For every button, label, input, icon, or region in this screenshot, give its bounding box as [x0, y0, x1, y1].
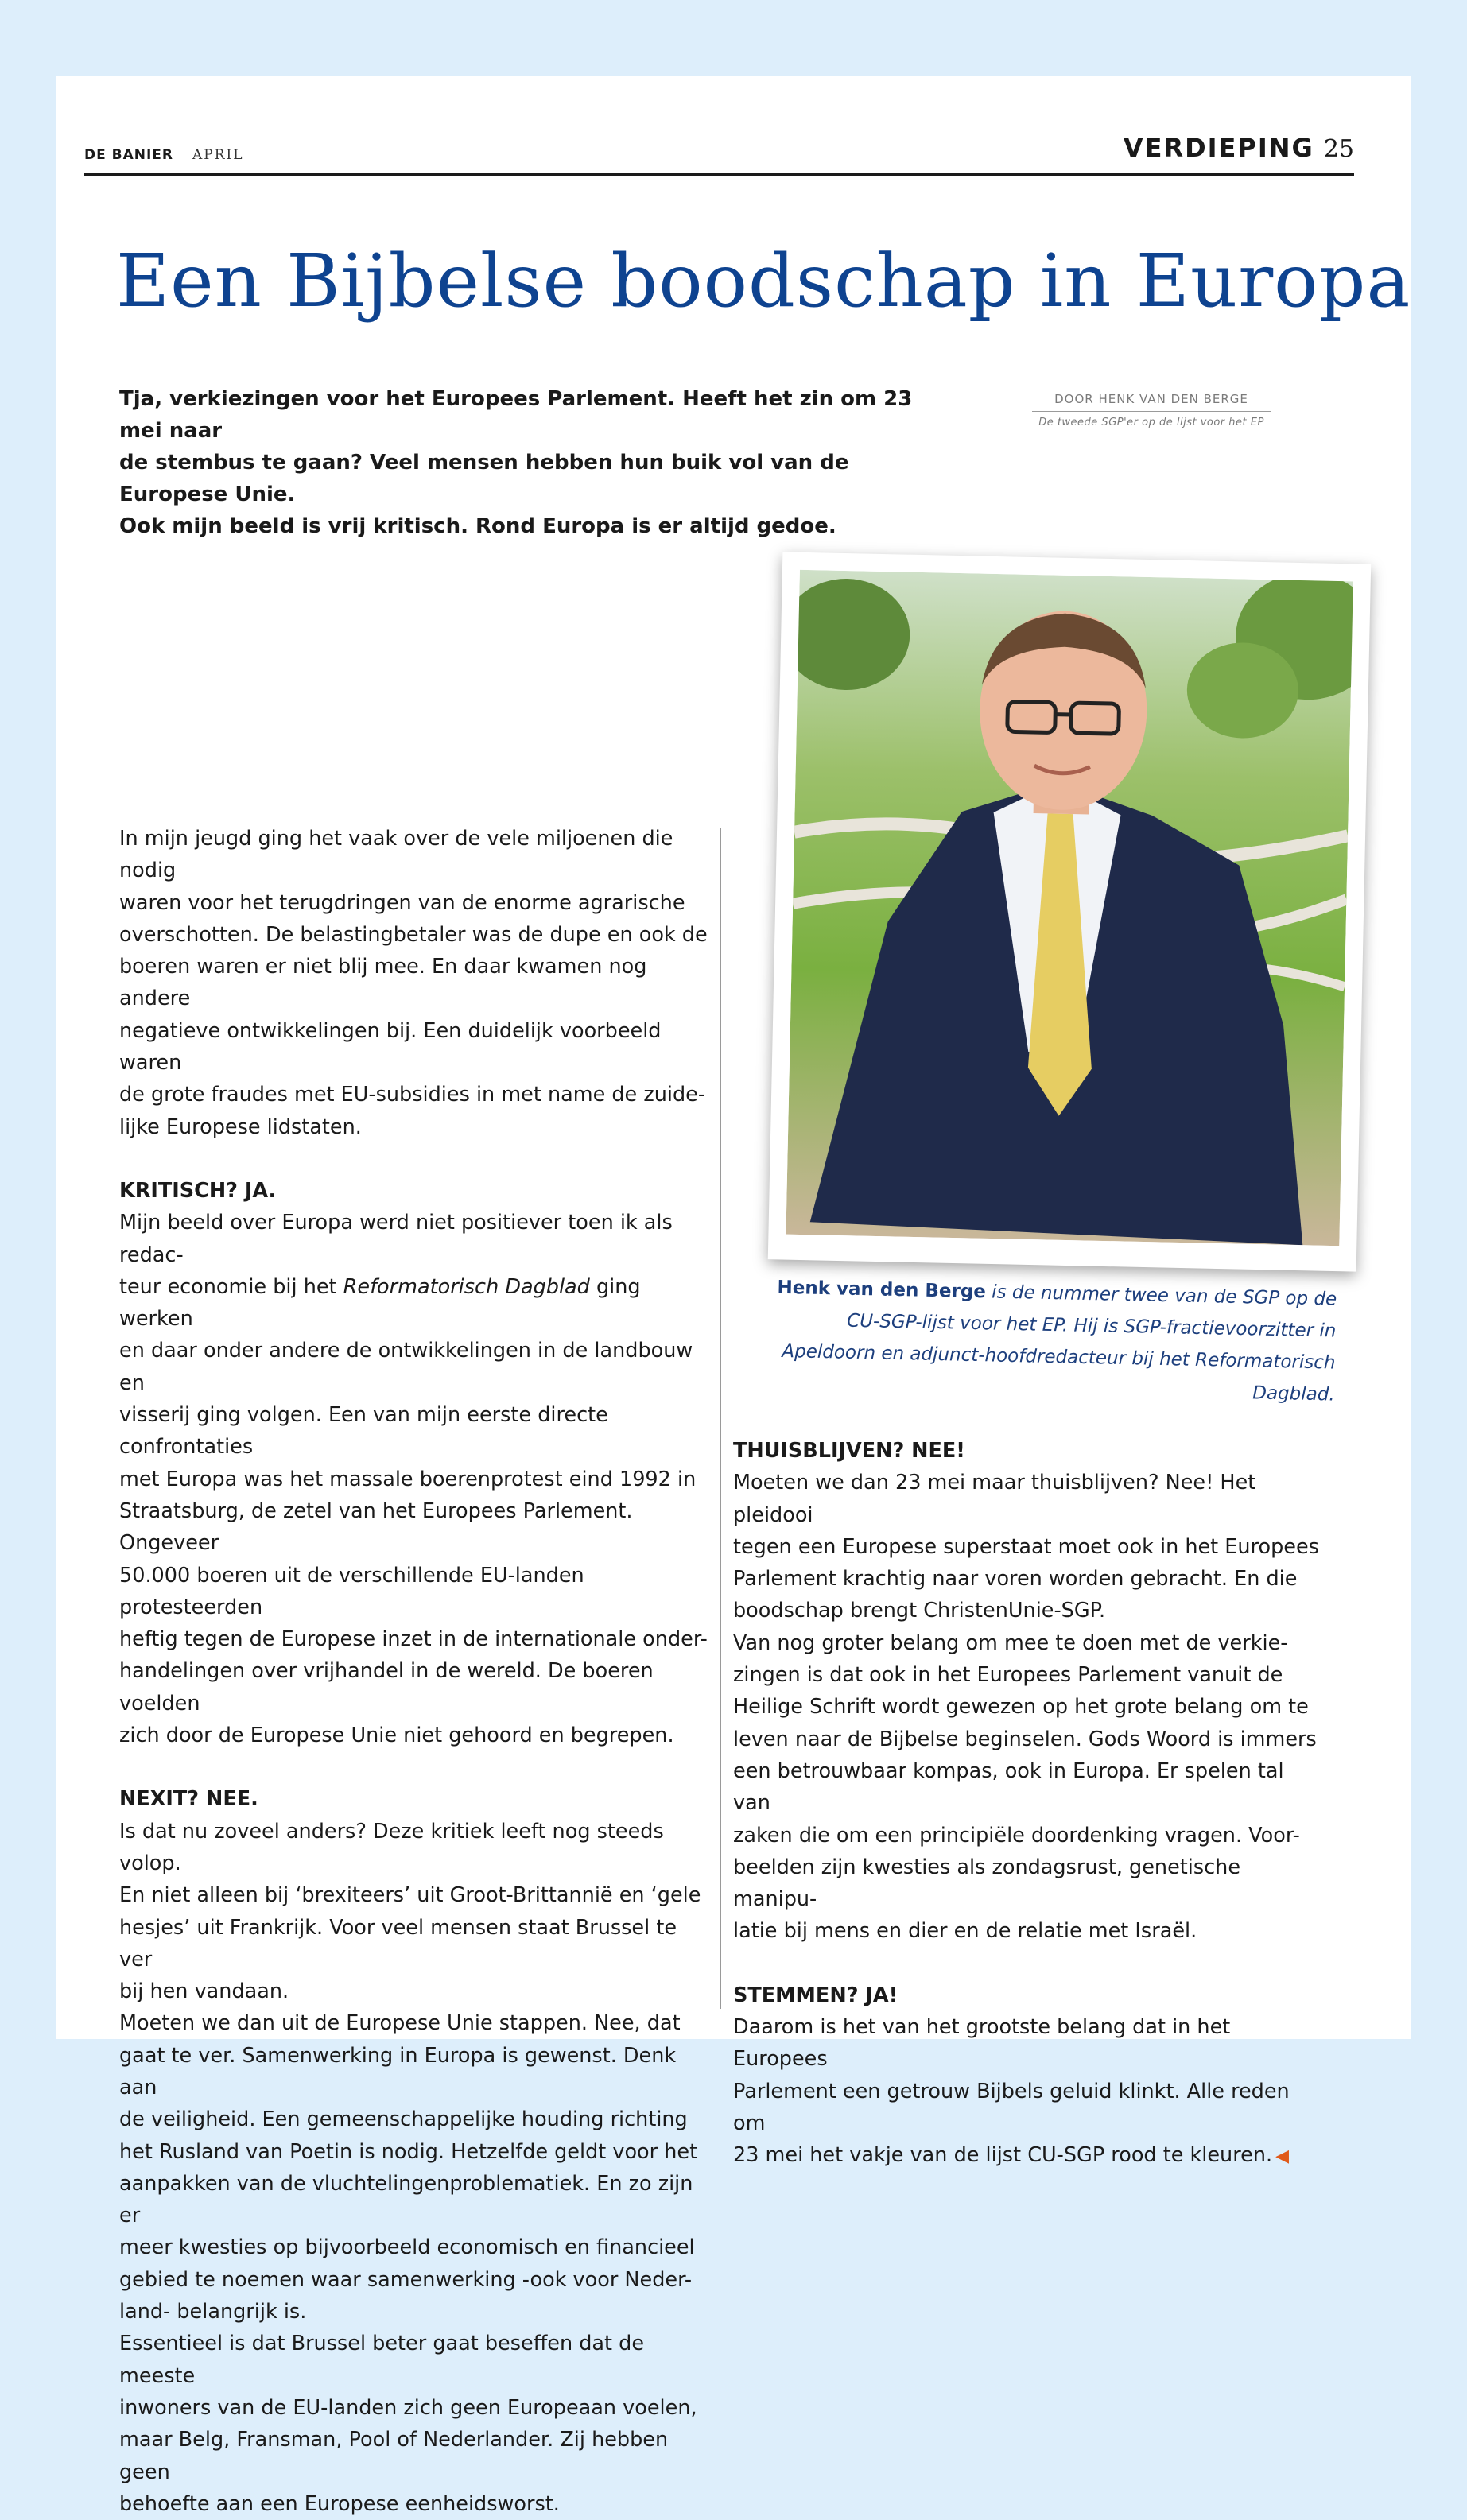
running-header-left [84, 147, 244, 163]
intro-line: Tja, verkiezingen voor het Europees Parlement. Heeft het zin om 23 mei naar [119, 387, 912, 443]
portrait-photo-image [786, 570, 1353, 1246]
intro-line: de stembus te gaan? Veel mensen hebben hun buik vol van de Europese Unie. [119, 451, 848, 506]
header-rule [84, 173, 1354, 176]
byline-author: DOOR HENK VAN DEN BERGE [1032, 392, 1271, 412]
section-name: VERDIEPING [1124, 133, 1314, 163]
end-mark-icon: ◀ [1275, 2146, 1289, 2166]
caption-name: Henk van den Berge [777, 1277, 986, 1302]
page-number: 25 [1324, 135, 1354, 163]
article-title: Een Bijbelse boodschap in Europa [116, 238, 1411, 324]
article-intro [119, 383, 962, 542]
column-divider [720, 828, 721, 2009]
subheading-stemmen: STEMMEN? JA! [733, 1979, 1321, 2011]
paragraph: Moeten we dan 23 mei maar thuisblijven? Nee! Het pleidooi tegen een Europese superstaat moet ook in het Europees Parlement krachtig naar voren worden gebracht. En die boodschap brengt ChristenUnie-SGP. Van nog groter belang om mee te doen met de verkie- zingen is dat ook in het Europees Parlement vanuit de Heilige Schrift wordt gewezen op het grote belang om te leven naar de Bijbelse beginselen. Gods Woord is immers een betrouwbaar kompas, ook in Europa. Er spelen tal van zaken die om een principiële doordenking vragen. Voor- beelden zijn kwesties als zondagsrust, genetische manipu- latie bij mens en dier en de relatie met Israël. [733, 1467, 1321, 1947]
paragraph: Mijn beeld over Europa werd niet positiever toen ik als redac- teur economie bij het Reformatorisch Dagblad ging werken en daar onder andere de ontwikkelingen in de landbouw en visserij ging volgen. Een van mijn eerste directe confrontaties met Europa was het massale boerenprotest eind 1992 in Straatsburg, de zetel van het Europees Parlement. Ongeveer 50.000 boeren uit de verschillende EU-landen protesteerden heftig tegen de Europese inzet in de internationale onder- handelingen over vrijhandel in de wereld. De boeren voelden zich door de Europese Unie niet gehoord en begrepen. [119, 1207, 709, 1751]
running-header-right [1124, 133, 1354, 163]
column-left [119, 823, 709, 2520]
issue-month: APRIL [192, 147, 244, 163]
intro-line: Ook mijn beeld is vrij kritisch. Rond Europa is er altijd gedoe. [119, 514, 836, 538]
paragraph: In mijn jeugd ging het vaak over de vele miljoenen die nodig waren voor het terugdringen van de enorme agrarische overschotten. De belastingbetaler was de dupe en ook de boeren waren er niet blij mee. En daar kwamen nog andere negatieve ontwikkelingen bij. Een duidelijk voorbeeld waren de grote fraudes met EU-subsidies in met name de zuide- lijke Europese lidstaten. [119, 823, 709, 1143]
subheading-kritisch: KRITISCH? JA. [119, 1175, 709, 1207]
byline [1032, 392, 1271, 428]
magazine-name: DE BANIER [84, 147, 173, 163]
paragraph: Daarom is het van het grootste belang dat in het Europees Parlement een getrouw Bijbels geluid klinkt. Alle reden om 23 mei het vakje van de lijst CU-SGP rood te kleuren. ◀ [733, 2011, 1321, 2173]
paragraph: Is dat nu zoveel anders? Deze kritiek leeft nog steeds volop. En niet alleen bij ‘brexiteers’ uit Groot-Brittannië en ‘gele hesjes’ uit Frankrijk. Voor veel mensen staat Brussel te ver bij hen vandaan. Moeten we dan uit de Europese Unie stappen. Nee, dat gaat te ver. Samenwerking in Europa is gewenst. Denk aan de veiligheid. Een gemeenschappelijke houding richting het Rusland van Poetin is nodig. Hetzelfde geldt voor het aanpakken van de vluchtelingenproblematiek. En zo zijn er meer kwesties op bijvoorbeeld economisch en financieel gebied te noemen waar samenwerking -ook voor Neder- land- belangrijk is. Essentieel is dat Brussel beter gaat beseffen dat de meeste inwoners van de EU-landen zich geen Europeaan voelen, maar Belg, Fransman, Pool of Nederlander. Zij hebben geen behoefte aan een Europese eenheidsworst. [119, 1816, 709, 2520]
caption-text: is de nummer twee van de SGP op de CU-SGP-lijst voor het EP. Hij is SGP-fractievoorzitter in Apeldoorn en adjunct-hoofdredacteur bij het Reformatorisch Dagblad. [782, 1281, 1337, 1405]
newspaper-name: Reformatorisch Dagblad [343, 1275, 590, 1299]
byline-role: De tweede SGP'er op de lijst voor het EP [1032, 417, 1271, 428]
author-photo [768, 552, 1371, 1271]
photo-caption [762, 1271, 1337, 1410]
subheading-thuisblijven: THUISBLIJVEN? NEE! [733, 1435, 1321, 1467]
magazine-page [56, 76, 1411, 2039]
column-right [733, 1435, 1321, 2173]
subheading-nexit: NEXIT? NEE. [119, 1783, 709, 1815]
